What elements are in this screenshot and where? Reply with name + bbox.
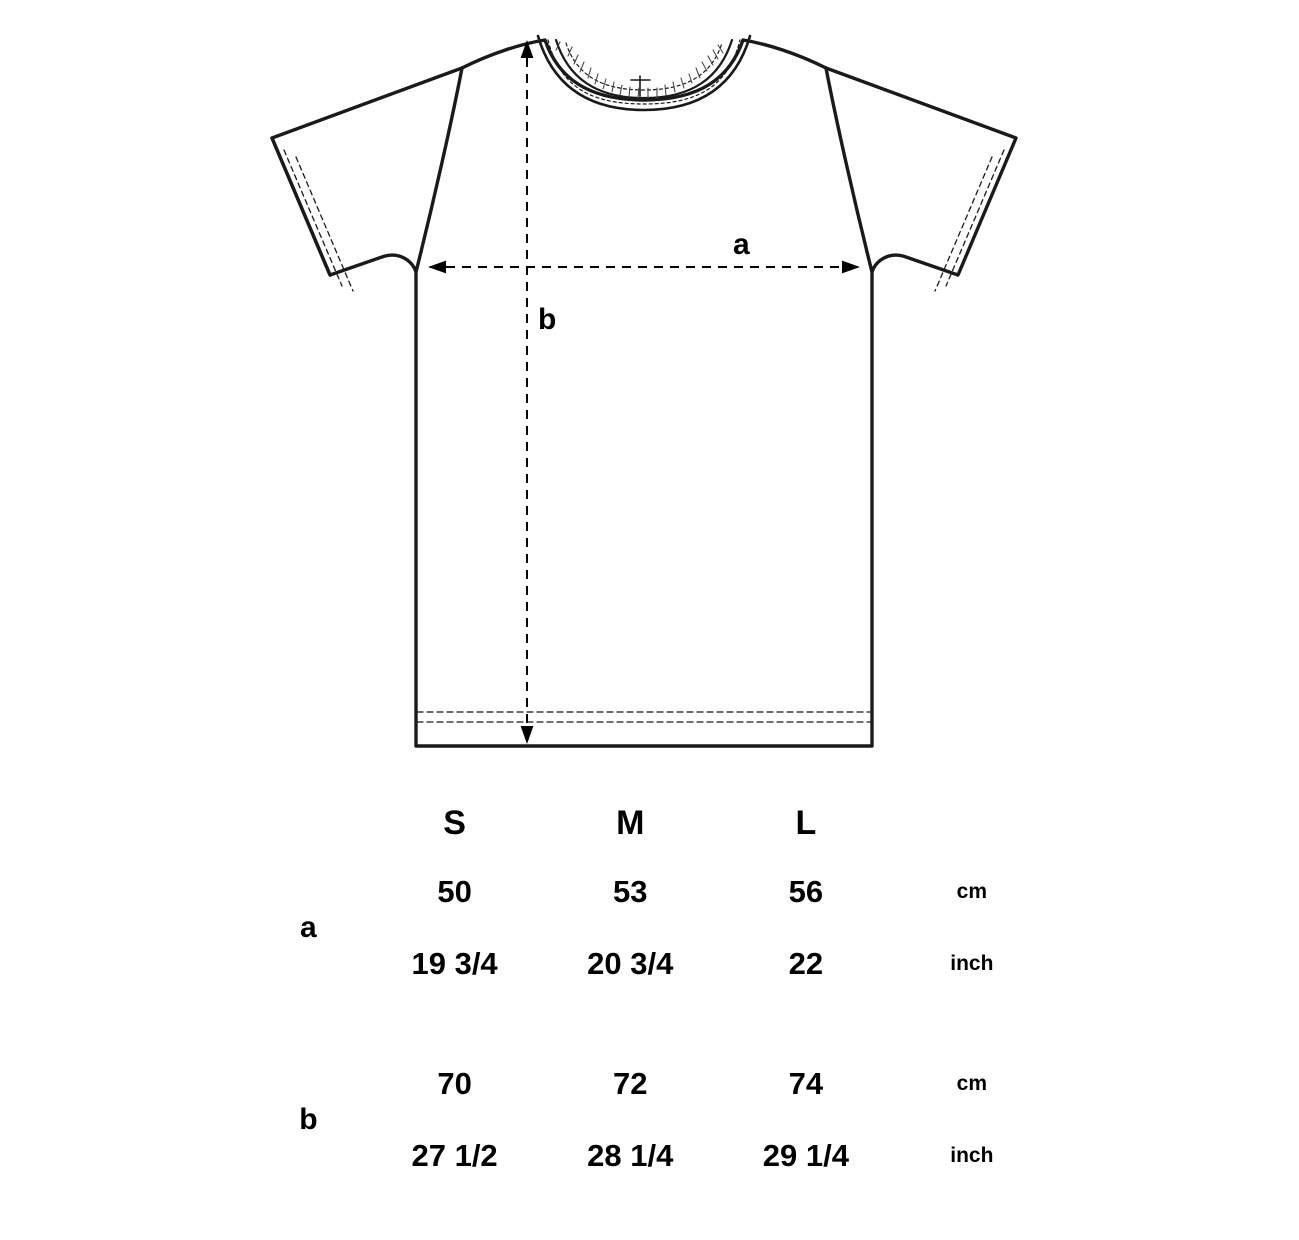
table-row bbox=[250, 856, 1050, 928]
a-unit-cm: cm bbox=[956, 880, 988, 903]
spacer-cell-5 bbox=[894, 1000, 1050, 1048]
b-cm-m: 72 bbox=[612, 1066, 648, 1101]
b-inch-m: 28 1/4 bbox=[587, 1138, 674, 1173]
a-cm-m: 53 bbox=[612, 874, 648, 909]
b-unit-cm: cm bbox=[956, 1072, 988, 1095]
spacer-cell-2 bbox=[367, 1000, 543, 1048]
a-inch-s: 19 3/4 bbox=[411, 946, 498, 981]
measurements-table bbox=[250, 790, 1050, 1192]
b-inch-s: 27 1/2 bbox=[411, 1138, 498, 1173]
size-chart-table bbox=[0, 780, 1299, 1240]
b-cm-s: 70 bbox=[437, 1066, 472, 1101]
header-size-l: L bbox=[795, 803, 817, 842]
a-cm-s: 50 bbox=[437, 874, 472, 909]
b-cm-l: 74 bbox=[788, 1066, 824, 1101]
right-shoulder-seam bbox=[826, 68, 872, 272]
a-cm-l: 56 bbox=[788, 874, 824, 909]
left-sleeve-hem-edge bbox=[272, 138, 330, 275]
header-unit-blank bbox=[894, 790, 1050, 856]
collar-stitch bbox=[566, 43, 722, 90]
table-row bbox=[250, 1048, 1050, 1120]
tshirt-body-path bbox=[272, 40, 1016, 746]
table-row bbox=[250, 928, 1050, 1000]
header-blank bbox=[250, 790, 367, 856]
table-spacer-row bbox=[250, 1000, 1050, 1048]
header-size-m: M bbox=[616, 803, 645, 842]
header-size-s: S bbox=[443, 803, 466, 842]
a-inch-m: 20 3/4 bbox=[587, 946, 674, 981]
spacer-cell-1 bbox=[250, 1000, 367, 1048]
dimension-label-a: a bbox=[733, 228, 750, 261]
row-label-a: a bbox=[300, 911, 317, 944]
spacer-cell-3 bbox=[542, 1000, 718, 1048]
a-unit-inch: inch bbox=[950, 952, 994, 975]
right-sleeve-hem bbox=[946, 150, 1004, 286]
table-header-row bbox=[250, 790, 1050, 856]
collar-stitch-2 bbox=[548, 40, 740, 104]
left-shoulder-seam bbox=[416, 68, 462, 272]
left-sleeve-hem bbox=[284, 150, 342, 286]
row-label-b: b bbox=[299, 1103, 318, 1136]
table-row bbox=[250, 1120, 1050, 1192]
a-inch-l: 22 bbox=[788, 946, 824, 981]
b-unit-inch: inch bbox=[950, 1144, 994, 1167]
collar-center-tab bbox=[631, 76, 650, 96]
dimension-label-b: b bbox=[538, 303, 557, 336]
b-inch-l: 29 1/4 bbox=[762, 1138, 849, 1173]
spacer-cell-4 bbox=[718, 1000, 894, 1048]
